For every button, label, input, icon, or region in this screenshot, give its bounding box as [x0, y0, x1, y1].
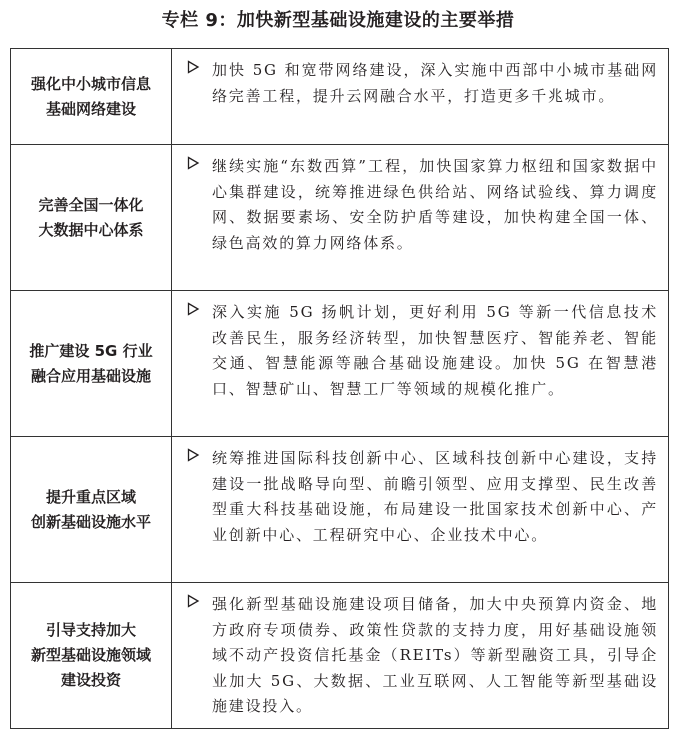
row-label: [11, 49, 172, 145]
row-label-line: 融合应用基础设施: [30, 366, 151, 385]
row-text: 加快 5G 和宽带网络建设，深入实施中西部中小城市基础网络完善工程，提升云网融合水平，打造更多千兆城市。: [212, 61, 658, 105]
row-label-line: 大数据中心体系: [38, 220, 144, 239]
row-label-line: 创新基础设施水平: [30, 512, 151, 531]
table-row: [11, 583, 669, 729]
table-body: [11, 49, 669, 729]
row-label-line: 提升重点区域: [45, 487, 136, 506]
hollow-triangle-right-icon: [186, 302, 200, 316]
hollow-triangle-right-icon: [186, 60, 200, 74]
row-content: [172, 145, 669, 291]
table-row: [11, 49, 669, 145]
row-text: 统筹推进国际科技创新中心、区域科技创新中心建设，支持建设一批战略导向型、前瞻引领型、应用支撑型、民生改善型重大科技基础设施，布局建设一批国家技术创新中心、产业创新中心、工程研究中心、企业技术中心。: [212, 449, 658, 544]
row-label-line: 基础网络建设: [45, 99, 136, 118]
row-text: 深入实施 5G 扬帆计划，更好利用 5G 等新一代信息技术改善民生，服务经济转型，加快智慧医疗、智能养老、智能交通、智慧能源等融合基础设施建设。加快 5G 在智慧港口、智慧矿山、智慧工厂等领域的规模化推广。: [212, 303, 658, 398]
row-content: [172, 291, 669, 437]
row-text: 继续实施“东数西算”工程，加快国家算力枢纽和国家数据中心集群建设，统筹推进绿色供给站、网络试验线、算力调度网、数据要素场、安全防护盾等建设，加快构建全国一体、绿色高效的算力网络体系。: [212, 157, 658, 252]
row-text: 强化新型基础设施建设项目储备，加大中央预算内资金、地方政府专项债券、政策性贷款的支持力度，用好基础设施领域不动产投资信托基金（REITs）等新型融资工具，引导企业加大 5G、大数据、工业互联网、人工智能等新型基础设施建设投入。: [212, 595, 658, 715]
row-label-line: 引导支持加大: [45, 620, 136, 639]
row-label-line: 完善全国一体化: [38, 195, 144, 214]
row-label: [11, 145, 172, 291]
row-label: [11, 291, 172, 437]
row-label: [11, 583, 172, 729]
hollow-triangle-right-icon: [186, 156, 200, 170]
page-title: 专栏 9：加快新型基础设施建设的主要举措: [161, 10, 515, 31]
row-content: [172, 583, 669, 729]
row-label-line: 新型基础设施领域: [30, 645, 151, 664]
row-label-line: 推广建设 5G 行业: [29, 341, 153, 360]
row-label-line: 强化中小城市信息: [30, 74, 151, 93]
hollow-triangle-right-icon: [186, 448, 200, 462]
row-label: [11, 437, 172, 583]
row-label-line: 建设投资: [60, 670, 121, 689]
hollow-triangle-right-icon: [186, 594, 200, 608]
measures-table: [10, 48, 669, 729]
table-row: [11, 145, 669, 291]
row-content: [172, 49, 669, 145]
table-row: [11, 291, 669, 437]
table-row: [11, 437, 669, 583]
row-content: [172, 437, 669, 583]
